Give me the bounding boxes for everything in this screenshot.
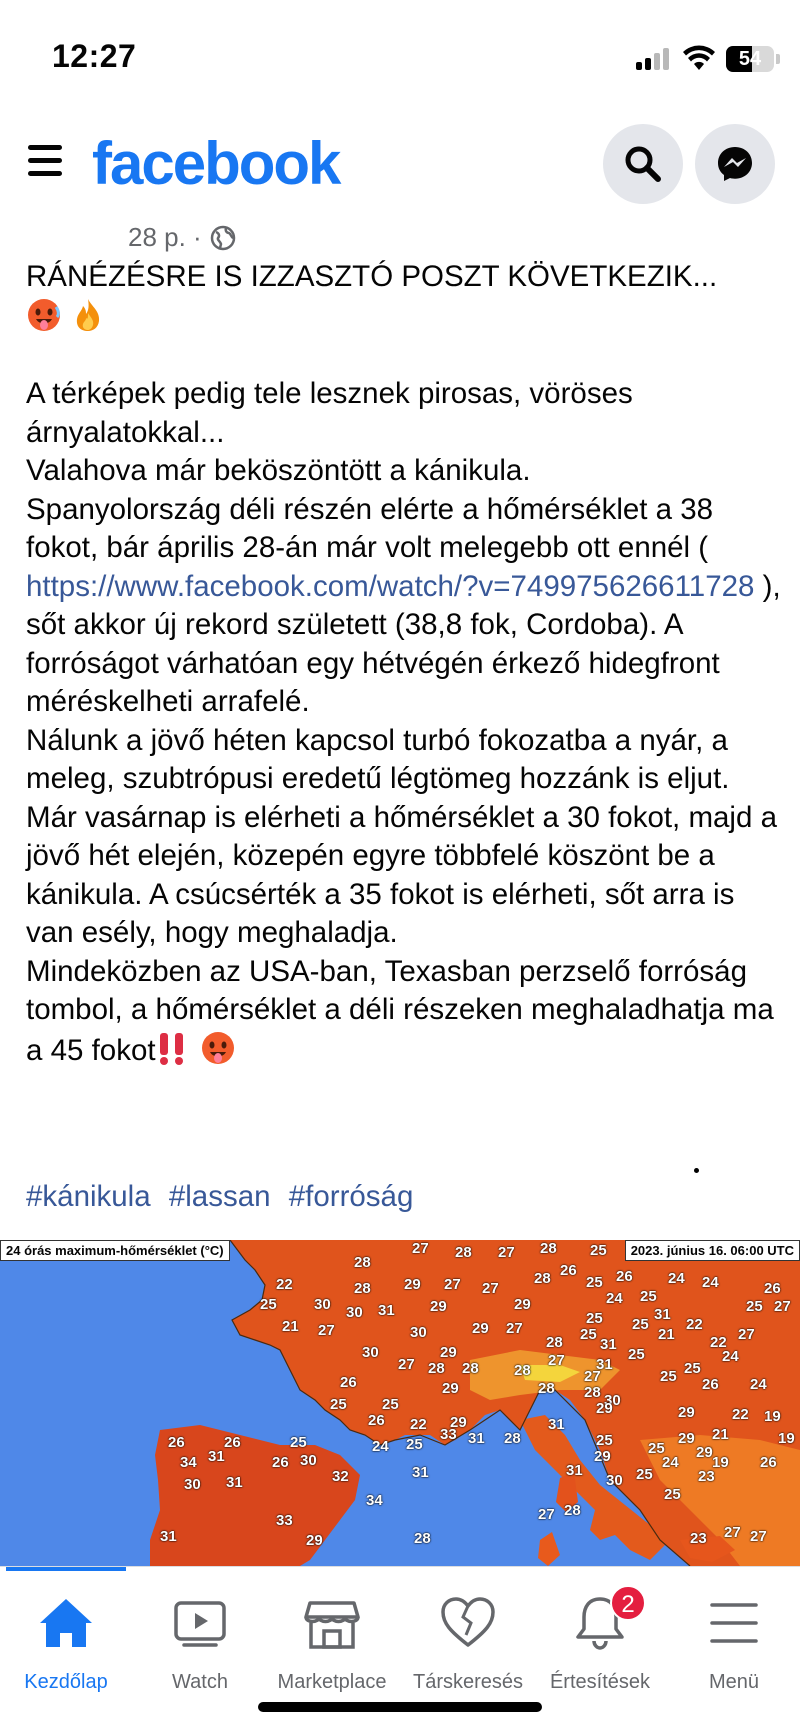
temperature-label: 27 [444, 1276, 461, 1293]
temperature-label: 26 [616, 1268, 633, 1285]
temperature-label: 28 [534, 1270, 551, 1287]
menu-lines-icon [704, 1593, 764, 1653]
temperature-label: 26 [760, 1454, 777, 1471]
post-paragraph-3: Spanyolország déli részén elérte a hőmérséklet a 38 fokot, bár április 28-án már volt melegebb ott ennél ( https://www.facebook.com/watch/?v=749975626611728 ), sőt akkor új rekord született (38,8 fok, Cordoba). A forróságot várhatóan egy hétvégén érkező hidegfront méréskelheti arrafelé. [26, 492, 781, 718]
temperature-label: 29 [594, 1448, 611, 1465]
temperature-label: 19 [764, 1408, 781, 1425]
temperature-label: 22 [276, 1276, 293, 1293]
temperature-label: 25 [648, 1440, 665, 1457]
temperature-label: 27 [584, 1368, 601, 1385]
temperature-label: 29 [450, 1414, 467, 1431]
temperature-label: 24 [662, 1454, 679, 1471]
temperature-label: 27 [498, 1244, 515, 1261]
temperature-label: 23 [690, 1530, 707, 1547]
temperature-label: 29 [306, 1532, 323, 1549]
globe-icon [210, 225, 236, 251]
nav-item-watch[interactable] [130, 1585, 270, 1705]
hot-face-emoji [196, 1030, 236, 1066]
post-headline: RÁNÉZÉSRE IS IZZASZTÓ POSZT KÖVETKEZIK... [26, 258, 786, 337]
temperature-label: 27 [548, 1352, 565, 1369]
temperature-label: 25 [660, 1368, 677, 1385]
temperature-label: 19 [712, 1454, 729, 1471]
temperature-label: 31 [208, 1448, 225, 1465]
hot-face-emoji [26, 297, 62, 333]
temperature-label: 25 [636, 1466, 653, 1483]
temperature-label: 25 [260, 1296, 277, 1313]
temperature-label: 22 [410, 1416, 427, 1433]
messenger-icon [715, 144, 755, 184]
status-time: 12:27 [52, 38, 137, 74]
temperature-label: 33 [440, 1426, 457, 1443]
app-header [0, 115, 800, 215]
wifi-icon [682, 44, 716, 72]
notification-badge: 2 [610, 1585, 646, 1621]
battery-icon [726, 46, 774, 72]
temperature-label: 26 [368, 1412, 385, 1429]
post-meta [128, 222, 236, 253]
watch-video-link[interactable]: https://www.facebook.com/watch/?v=749975626611728 [26, 569, 755, 603]
temperature-label: 21 [282, 1318, 299, 1335]
battery-level: 54 [738, 48, 762, 70]
temperature-label: 25 [586, 1310, 603, 1327]
temperature-label: 23 [698, 1468, 715, 1485]
temperature-label: 31 [566, 1462, 583, 1479]
temperature-label: 29 [678, 1430, 695, 1447]
temperature-label: 31 [600, 1336, 617, 1353]
temperature-label: 33 [276, 1512, 293, 1529]
temperature-label: 25 [632, 1316, 649, 1333]
temperature-label: 28 [354, 1254, 371, 1271]
temperature-label: 28 [504, 1430, 521, 1447]
heart-icon [438, 1593, 498, 1653]
temperature-label: 26 [702, 1376, 719, 1393]
temperature-label: 19 [778, 1430, 795, 1447]
temperature-label: 32 [332, 1468, 349, 1485]
temperature-label: 34 [180, 1454, 197, 1471]
hashtag-link[interactable]: #kánikula [26, 1180, 151, 1213]
temperature-label: 31 [160, 1528, 177, 1545]
temperature-label: 31 [468, 1430, 485, 1447]
temperature-label: 22 [686, 1316, 703, 1333]
temperature-label: 29 [696, 1444, 713, 1461]
decorative-dot [694, 1168, 699, 1173]
temperature-label: 26 [224, 1434, 241, 1451]
temperature-label: 27 [750, 1528, 767, 1545]
post-body [26, 258, 786, 1070]
temperature-label: 31 [548, 1416, 565, 1433]
temperature-label: 28 [546, 1334, 563, 1351]
temperature-label: 22 [732, 1406, 749, 1423]
temperature-label: 24 [606, 1290, 623, 1307]
post-paragraph-4: Nálunk a jövő héten kapcsol turbó fokozatba a nyár, a meleg, szubtrópusi eredetű légtömeg hozzánk is eljut. Már vasárnap is elérheti a hőmérséklet a 30 fokot, majd a jövő hét elején, közepén egyre többfelé köszönt be a kánikula. A csúcsérték a 35 fokot is elérheti, sőt arra is van esély, hogy meghaladja. [26, 723, 777, 949]
hashtag-link[interactable]: #lassan [168, 1180, 271, 1213]
temperature-label: 26 [168, 1434, 185, 1451]
facebook-logo[interactable]: facebook [92, 130, 340, 197]
temperature-label: 30 [300, 1452, 317, 1469]
temperature-label: 28 [414, 1530, 431, 1547]
hashtags [26, 1180, 423, 1214]
temperature-label: 29 [442, 1380, 459, 1397]
temperature-label: 25 [596, 1432, 613, 1449]
temperature-label: 25 [640, 1288, 657, 1305]
temperature-label: 24 [722, 1348, 739, 1365]
search-button[interactable] [603, 124, 683, 204]
temperature-label: 22 [710, 1334, 727, 1351]
temperature-label: 24 [372, 1438, 389, 1455]
temperature-label: 28 [538, 1380, 555, 1397]
hashtag-link[interactable]: #forróság [288, 1180, 414, 1213]
battery-tip [776, 54, 780, 64]
temperature-label: 31 [596, 1356, 613, 1373]
map-title: 24 órás maximum-hőmérséklet (°C) [0, 1240, 230, 1261]
temperature-label: 29 [440, 1344, 457, 1361]
watch-icon [170, 1593, 230, 1653]
nav-item-dating[interactable] [398, 1585, 538, 1705]
fire-emoji [70, 297, 106, 333]
active-tab-indicator [6, 1567, 126, 1571]
temperature-label: 28 [540, 1240, 557, 1257]
nav-item-notifications[interactable] [530, 1585, 670, 1705]
temperature-label: 31 [412, 1464, 429, 1481]
temperature-label: 26 [340, 1374, 357, 1391]
temperature-label: 29 [472, 1320, 489, 1337]
temperature-label: 29 [430, 1298, 447, 1315]
temperature-label: 26 [764, 1280, 781, 1297]
post-timestamp: 28 p. · [128, 222, 202, 252]
temperature-label: 25 [586, 1274, 603, 1291]
temperature-label: 27 [412, 1240, 429, 1257]
map-date: 2023. június 16. 06:00 UTC [625, 1240, 800, 1261]
search-icon [623, 144, 663, 184]
nav-label: Marketplace [277, 1671, 387, 1693]
temperature-label: 28 [428, 1360, 445, 1377]
temperature-label: 30 [410, 1324, 427, 1341]
marketplace-icon [302, 1593, 362, 1653]
temperature-label: 30 [346, 1304, 363, 1321]
nav-label: Kezdőlap [24, 1671, 108, 1693]
nav-label: Watch [172, 1671, 228, 1693]
temperature-label: 28 [354, 1280, 371, 1297]
temperature-label: 28 [455, 1244, 472, 1261]
nav-item-marketplace[interactable] [262, 1585, 402, 1705]
status-bar [0, 0, 800, 110]
temperature-label: 29 [678, 1404, 695, 1421]
home-icon [36, 1593, 96, 1653]
temperature-label: 26 [560, 1262, 577, 1279]
temperature-label: 25 [628, 1346, 645, 1363]
temperature-label: 27 [724, 1524, 741, 1541]
temperature-label: 21 [658, 1326, 675, 1343]
temperature-label: 21 [712, 1426, 729, 1443]
nav-item-menu[interactable] [664, 1585, 800, 1705]
temperature-label: 25 [382, 1396, 399, 1413]
temperature-label: 25 [590, 1242, 607, 1259]
nav-item-home[interactable] [0, 1585, 136, 1705]
temperature-label: 25 [684, 1360, 701, 1377]
temperature-label: 26 [272, 1454, 289, 1471]
post-paragraph-5: Mindeközben az USA-ban, Texasban perzselő forróság tombol, a hőmérséklet a déli részeken meghaladhatja ma a 45 fokot [26, 954, 774, 1067]
temperature-label: 30 [604, 1392, 621, 1409]
temperature-label: 31 [378, 1302, 395, 1319]
temperature-label: 30 [314, 1296, 331, 1313]
home-indicator[interactable] [258, 1702, 542, 1712]
map-land [0, 1240, 800, 1566]
temperature-map-image[interactable] [0, 1240, 800, 1566]
temperature-label: 24 [702, 1274, 719, 1291]
nav-label: Társkeresés [412, 1671, 524, 1693]
temperature-label: 28 [462, 1360, 479, 1377]
nav-label: Menü [708, 1671, 760, 1693]
cellular-signal-icon [636, 48, 672, 70]
temperature-label: 27 [506, 1320, 523, 1337]
temperature-label: 25 [406, 1436, 423, 1453]
temperature-label: 31 [654, 1306, 671, 1323]
temperature-label: 31 [226, 1474, 243, 1491]
temperature-label: 27 [398, 1356, 415, 1373]
temperature-label: 25 [746, 1298, 763, 1315]
temperature-label: 30 [606, 1472, 623, 1489]
temperature-label: 24 [668, 1270, 685, 1287]
temperature-label: 27 [538, 1506, 555, 1523]
temperature-label: 25 [664, 1486, 681, 1503]
temperature-label: 28 [584, 1384, 601, 1401]
temperature-label: 27 [482, 1280, 499, 1297]
messenger-button[interactable] [695, 124, 775, 204]
temperature-label: 29 [514, 1296, 531, 1313]
post-paragraph-1: A térképek pedig tele lesznek pirosas, vöröses árnyalatokkal... [26, 377, 633, 449]
temperature-label: 30 [362, 1344, 379, 1361]
nav-label: Értesítések [549, 1671, 651, 1693]
temperature-label: 24 [750, 1376, 767, 1393]
post-paragraph-2: Valahova már beköszöntött a kánikula. [26, 454, 531, 487]
temperature-label: 25 [290, 1434, 307, 1451]
temperature-label: 25 [580, 1326, 597, 1343]
menu-icon[interactable] [28, 143, 64, 179]
temperature-label: 25 [330, 1396, 347, 1413]
double-exclamation-emoji [156, 1030, 188, 1066]
temperature-label: 29 [404, 1276, 421, 1293]
temperature-label: 28 [564, 1502, 581, 1519]
temperature-label: 29 [596, 1400, 613, 1417]
temperature-label: 27 [774, 1298, 791, 1315]
temperature-label: 27 [318, 1322, 335, 1339]
temperature-label: 28 [514, 1362, 531, 1379]
temperature-label: 30 [184, 1476, 201, 1493]
temperature-label: 34 [366, 1492, 383, 1509]
temperature-label: 27 [738, 1326, 755, 1343]
